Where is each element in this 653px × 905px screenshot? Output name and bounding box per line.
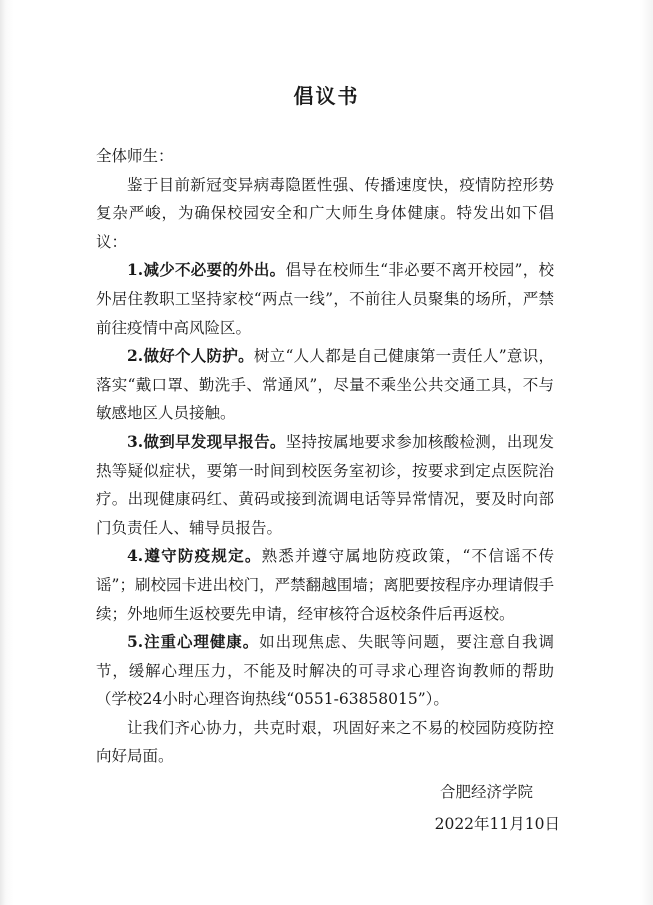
closing-paragraph: 让我们齐心协力，共克时艰，巩固好来之不易的校园防疫防控向好局面。	[96, 718, 554, 766]
proposal-item	[96, 542, 554, 628]
proposal-heading: 5.注重心理健康。	[127, 632, 260, 652]
proposal-item	[96, 428, 554, 542]
intro-paragraph: 鉴于目前新冠变异病毒隐匿性强、传播速度快，疫情防控形势复杂严峻，为确保校园安全和广大师生身体健康。特发出如下倡议：	[96, 175, 554, 251]
document-body	[96, 142, 554, 771]
proposal-text: 坚持按属地要求参加核酸检测，出现发热等疑似症状，要第一时间到校医务室初诊，按要求到定点医院治疗。出现健康码红、黄码或接到流调电话等异常情况，要及时向部门负责任人、辅导员报告。	[96, 432, 554, 537]
proposal-text: 熟悉并遵守属地防疫政策，“不信谣不传谣”；刷校园卡进出校门，严禁翻越围墙；离肥要按程序办理请假手续；外地师生返校要先申请，经审核符合返校条件后再返校。	[96, 547, 554, 623]
proposal-text: 倡导在校师生“非必要不离开校园”，校外居住教职工坚持家校“两点一线”，不前往人员聚集的场所，严禁前往疫情中高风险区。	[96, 261, 554, 337]
proposal-text: 如出现焦虑、失眠等问题，要注意自我调节，缓解心理压力，不能及时解决的可寻求心理咨询教师的帮助（学校24小时心理咨询热线“0551-63858015”）。	[96, 633, 554, 709]
proposal-text: 树立“人人都是自己健康第一责任人”意识，落实“戴口罩、勤洗手、常通风”，尽量不乘坐公共交通工具，不与敏感地区人员接触。	[96, 347, 554, 423]
salutation: 全体师生：	[96, 147, 174, 165]
signature-block	[380, 776, 560, 840]
signature-school: 合肥经济学院	[439, 783, 533, 801]
document-title: 倡议书	[293, 84, 360, 108]
proposal-heading: 2.做好个人防护。	[127, 346, 254, 366]
proposal-heading: 1.减少不必要的外出。	[127, 260, 286, 280]
proposal-item	[96, 256, 554, 342]
proposal-item	[96, 628, 554, 714]
signature-date: 2022年11月10日	[434, 815, 560, 833]
proposal-item	[96, 342, 554, 428]
proposal-heading: 4.遵守防疫规定。	[127, 546, 262, 566]
proposal-heading: 3.做到早发现早报告。	[127, 431, 286, 451]
